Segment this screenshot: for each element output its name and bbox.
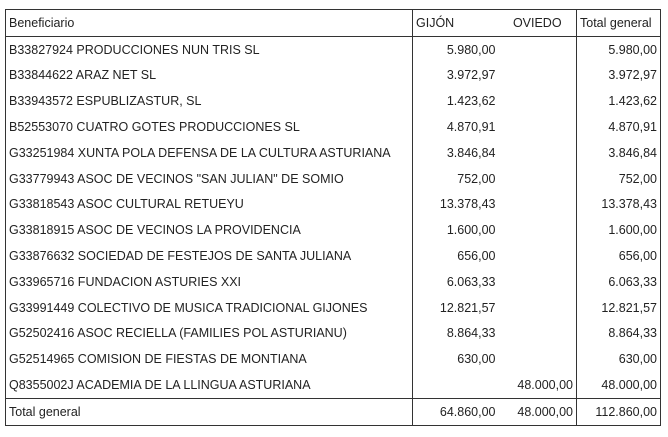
cell-beneficiario: G33818915 ASOC DE VECINOS LA PROVIDENCIA [6, 217, 413, 243]
cell-beneficiario: G52514965 COMISION DE FIESTAS DE MONTIANA [6, 346, 413, 372]
footer-row [6, 398, 661, 425]
table-row [6, 192, 661, 218]
cell-oviedo [499, 63, 577, 89]
cell-oviedo [499, 217, 577, 243]
cell-beneficiario: G33965716 FUNDACION ASTURIES XXI [6, 269, 413, 295]
cell-oviedo [499, 140, 577, 166]
cell-gijon [413, 372, 499, 398]
cell-oviedo [499, 166, 577, 192]
cell-gijon: 1.600,00 [413, 217, 499, 243]
cell-oviedo: 48.000,00 [517, 378, 573, 393]
cell-oviedo [499, 114, 577, 140]
pivot-table [5, 9, 661, 426]
cell-gijon: 5.980,00 [413, 36, 499, 62]
cell-gijon: 12.821,57 [413, 295, 499, 321]
cell-gijon: 630,00 [413, 346, 499, 372]
cell-beneficiario: G52502416 ASOC RECIELLA (FAMILIES POL ASTURIANU) [6, 321, 413, 347]
cell-beneficiario: Q8355002J ACADEMIA DE LA LLINGUA ASTURIANA [6, 372, 413, 398]
footer-total: 112.860,00 [577, 398, 661, 425]
footer-label: Total general [6, 398, 413, 425]
cell-oviedo [499, 321, 577, 347]
table-row [6, 372, 661, 398]
cell-total: 13.378,43 [577, 192, 661, 218]
header-oviedo: OVIEDO [499, 10, 577, 37]
header-beneficiario: Beneficiario [6, 10, 413, 37]
table-row [6, 166, 661, 192]
header-total: Total general [577, 10, 661, 37]
cell-gijon: 3.972,97 [413, 63, 499, 89]
table-row [6, 321, 661, 347]
table-row [6, 114, 661, 140]
cell-oviedo [499, 36, 577, 62]
cell-oviedo [499, 346, 577, 372]
cell-oviedo [499, 269, 577, 295]
table-row [6, 88, 661, 114]
cell-gijon: 656,00 [413, 243, 499, 269]
cell-total: 48.000,00 [577, 372, 661, 398]
cell-beneficiario: B33844622 ARAZ NET SL [6, 63, 413, 89]
cell-beneficiario: B33943572 ESPUBLIZASTUR, SL [6, 88, 413, 114]
table-row [6, 63, 661, 89]
table-row [6, 269, 661, 295]
cell-gijon: 6.063,33 [413, 269, 499, 295]
cell-total: 752,00 [577, 166, 661, 192]
cell-total: 1.423,62 [577, 88, 661, 114]
cell-gijon: 752,00 [413, 166, 499, 192]
cell-total: 3.972,97 [577, 63, 661, 89]
cell-total: 1.600,00 [577, 217, 661, 243]
cell-beneficiario: B33827924 PRODUCCIONES NUN TRIS SL [6, 36, 413, 62]
cell-total: 656,00 [577, 243, 661, 269]
header-gijon: GIJÓN [413, 10, 499, 37]
cell-oviedo [499, 243, 577, 269]
table-row [6, 346, 661, 372]
cell-total: 6.063,33 [577, 269, 661, 295]
footer-oviedo: 48.000,00 [499, 398, 577, 425]
cell-beneficiario: G33818543 ASOC CULTURAL RETUEYU [6, 192, 413, 218]
cell-gijon: 3.846,84 [413, 140, 499, 166]
cell-oviedo [499, 295, 577, 321]
cell-beneficiario: G33779943 ASOC DE VECINOS "SAN JULIAN" DE SOMIO [6, 166, 413, 192]
cell-beneficiario: G33991449 COLECTIVO DE MUSICA TRADICIONAL GIJONES [6, 295, 413, 321]
cell-oviedo [499, 88, 577, 114]
cell-total: 8.864,33 [577, 321, 661, 347]
footer-gijon: 64.860,00 [413, 398, 499, 425]
cell-total: 12.821,57 [577, 295, 661, 321]
table-row [6, 217, 661, 243]
cell-total: 5.980,00 [577, 36, 661, 62]
cell-beneficiario: G33251984 XUNTA POLA DEFENSA DE LA CULTURA ASTURIANA [6, 140, 413, 166]
cell-beneficiario: B52553070 CUATRO GOTES PRODUCCIONES SL [6, 114, 413, 140]
header-row [6, 10, 661, 37]
table-row [6, 295, 661, 321]
cell-total: 3.846,84 [577, 140, 661, 166]
cell-gijon: 4.870,91 [413, 114, 499, 140]
table-body [6, 36, 661, 398]
cell-gijon: 13.378,43 [413, 192, 499, 218]
cell-beneficiario: G33876632 SOCIEDAD DE FESTEJOS DE SANTA JULIANA [6, 243, 413, 269]
cell-total: 630,00 [577, 346, 661, 372]
table-row [6, 36, 661, 62]
cell-gijon: 1.423,62 [413, 88, 499, 114]
table-row [6, 140, 661, 166]
cell-oviedo [499, 192, 577, 218]
table-row [6, 243, 661, 269]
cell-gijon: 8.864,33 [413, 321, 499, 347]
cell-total: 4.870,91 [577, 114, 661, 140]
